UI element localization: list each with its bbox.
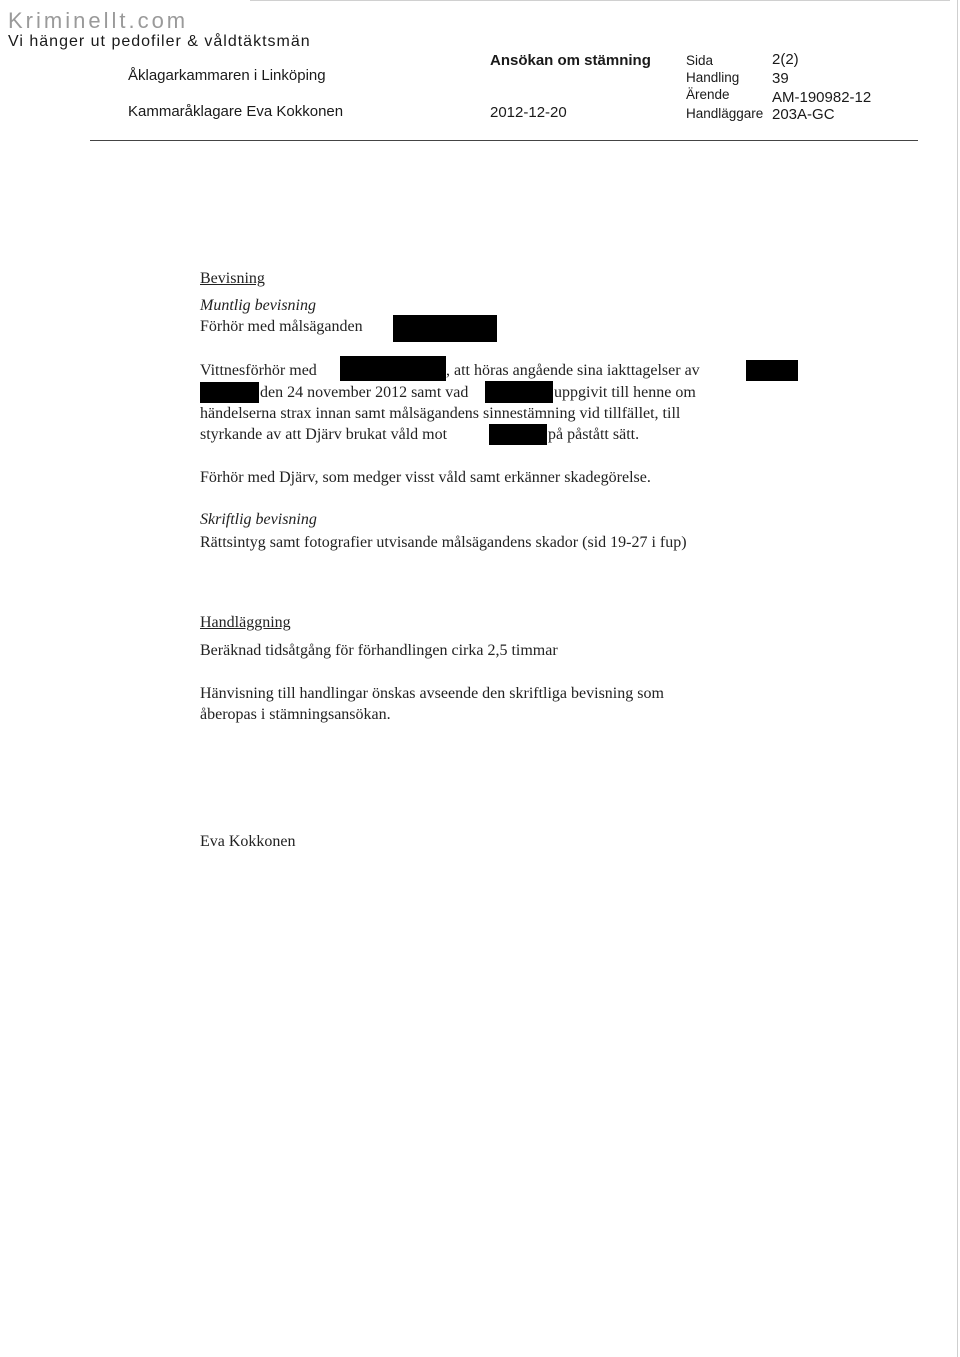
- watermark-tagline: Vi hänger ut pedofiler & våldtäktsmän: [8, 33, 311, 50]
- forhor-djarv: Förhör med Djärv, som medger visst våld samt erkänner skadegörelse.: [200, 469, 651, 486]
- vittne-line2-b: uppgivit till henne om: [554, 384, 696, 401]
- field-value-arende: AM-190982-12: [772, 89, 872, 106]
- hanvisning-line2: åberopas i stämningsansökan.: [200, 706, 391, 723]
- field-label-sida: Sida: [686, 53, 714, 68]
- redaction-box: [340, 356, 446, 381]
- forhor-malsagande: Förhör med målsäganden: [200, 318, 363, 335]
- vittne-line3: händelserna strax innan samt målsägandens sinnestämning vid tillfället, till: [200, 405, 681, 422]
- vittne-line4-a: styrkande av att Djärv brukat våld mot: [200, 426, 448, 443]
- field-value-handlaggare: 203A-GC: [772, 106, 835, 123]
- header-rule: [90, 140, 918, 141]
- hanvisning-line1: Hänvisning till handlingar önskas avseende den skriftliga bevisning som: [200, 685, 664, 702]
- redaction-box: [746, 360, 798, 381]
- prosecutor-name: Kammaråklagare Eva Kokkonen: [128, 103, 344, 120]
- tidsatgang: Beräknad tidsåtgång för förhandlingen cirka 2,5 timmar: [200, 642, 558, 659]
- redaction-box: [485, 381, 553, 403]
- signature: Eva Kokkonen: [200, 833, 296, 850]
- office-name: Åklagarkammaren i Linköping: [128, 67, 326, 84]
- vittne-line4-b: på påstått sätt.: [548, 426, 640, 443]
- vittne-line1-b: , att höras angående sina iakttagelser av: [446, 362, 700, 379]
- subheading-muntlig: Muntlig bevisning: [200, 297, 316, 314]
- section-heading-bevisning: Bevisning: [200, 270, 265, 287]
- scan-right-edge: [957, 0, 958, 1357]
- document-date: 2012-12-20: [490, 104, 567, 121]
- subheading-skriftlig: Skriftlig bevisning: [200, 511, 317, 528]
- document-title: Ansökan om stämning: [490, 52, 651, 69]
- field-value-handling: 39: [772, 70, 789, 87]
- field-label-handling: Handling: [686, 70, 740, 85]
- watermark-site: Kriminellt.com: [8, 8, 189, 33]
- skriftlig-text: Rättsintyg samt fotografier utvisande målsägandens skador (sid 19-27 i fup): [200, 534, 687, 551]
- vittne-line1-a: Vittnesförhör med: [200, 362, 317, 379]
- redaction-box: [489, 424, 547, 445]
- field-label-handlaggare: Handläggare: [686, 106, 764, 121]
- redaction-box: [200, 382, 259, 403]
- section-heading-handlaggning: Handläggning: [200, 614, 291, 631]
- scan-top-edge: [250, 0, 950, 1]
- vittne-line2-a: den 24 november 2012 samt vad: [260, 384, 469, 401]
- field-value-sida: 2(2): [772, 51, 799, 68]
- redaction-box: [393, 315, 497, 342]
- field-label-arende: Ärende: [686, 87, 730, 102]
